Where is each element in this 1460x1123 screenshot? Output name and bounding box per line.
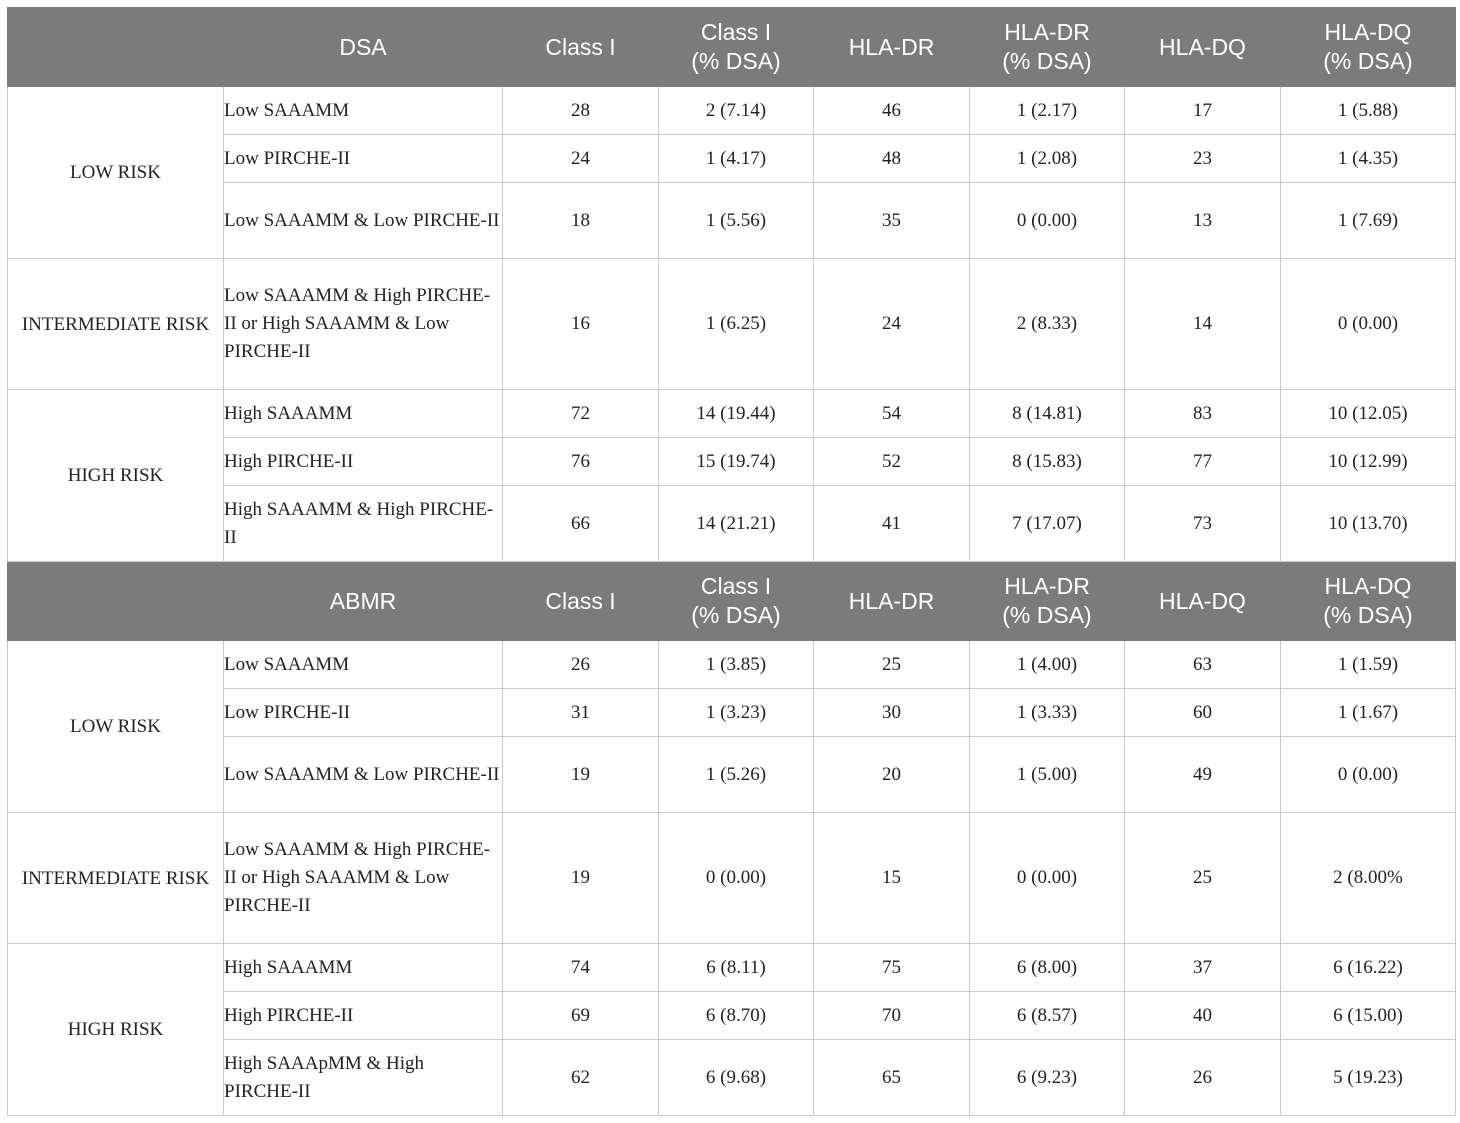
row-label: Low SAAAMM & Low PIRCHE-II <box>224 737 503 813</box>
column-header: HLA-DR (% DSA) <box>970 8 1125 87</box>
cell: 10 (13.70) <box>1281 486 1456 562</box>
cell: 26 <box>503 641 659 689</box>
cell: 76 <box>503 438 659 486</box>
cell: 70 <box>814 992 970 1040</box>
column-header: HLA-DR <box>814 8 970 87</box>
row-label: Low PIRCHE-II <box>224 135 503 183</box>
cell: 1 (4.35) <box>1281 135 1456 183</box>
cell: 6 (8.70) <box>659 992 814 1040</box>
row-label: High SAAAMM <box>224 944 503 992</box>
column-header: HLA-DQ <box>1125 562 1281 641</box>
cell: 6 (8.57) <box>970 992 1125 1040</box>
cell: 15 <box>814 813 970 944</box>
cell: 40 <box>1125 992 1281 1040</box>
cell: 77 <box>1125 438 1281 486</box>
cell: 20 <box>814 737 970 813</box>
risk-group-label: HIGH RISK <box>8 944 224 1116</box>
table-row <box>8 259 1456 390</box>
column-header: HLA-DQ <box>1125 8 1281 87</box>
cell: 52 <box>814 438 970 486</box>
cell: 14 <box>1125 259 1281 390</box>
row-label: Low SAAAMM & High PIRCHE-II or High SAAAMM & Low PIRCHE-II <box>224 813 503 944</box>
cell: 2 (7.14) <box>659 87 814 135</box>
cell: 75 <box>814 944 970 992</box>
section-title: DSA <box>224 8 503 87</box>
cell: 0 (0.00) <box>1281 737 1456 813</box>
cell: 0 (0.00) <box>1281 259 1456 390</box>
cell: 41 <box>814 486 970 562</box>
row-label: Low SAAAMM & Low PIRCHE-II <box>224 183 503 259</box>
cell: 65 <box>814 1040 970 1116</box>
cell: 73 <box>1125 486 1281 562</box>
table-row <box>8 438 1456 486</box>
risk-table <box>7 7 1456 1116</box>
cell: 10 (12.99) <box>1281 438 1456 486</box>
row-label: High SAAApMM & High PIRCHE-II <box>224 1040 503 1116</box>
cell: 69 <box>503 992 659 1040</box>
risk-group-label: LOW RISK <box>8 641 224 813</box>
cell: 35 <box>814 183 970 259</box>
column-header: Class I (% DSA) <box>659 562 814 641</box>
cell: 1 (5.26) <box>659 737 814 813</box>
cell: 62 <box>503 1040 659 1116</box>
cell: 54 <box>814 390 970 438</box>
cell: 74 <box>503 944 659 992</box>
cell: 0 (0.00) <box>970 813 1125 944</box>
cell: 26 <box>1125 1040 1281 1116</box>
cell: 37 <box>1125 944 1281 992</box>
cell: 31 <box>503 689 659 737</box>
table-row <box>8 737 1456 813</box>
cell: 25 <box>1125 813 1281 944</box>
cell: 1 (4.00) <box>970 641 1125 689</box>
cell: 1 (6.25) <box>659 259 814 390</box>
cell: 2 (8.33) <box>970 259 1125 390</box>
cell: 48 <box>814 135 970 183</box>
row-label: High SAAAMM <box>224 390 503 438</box>
cell: 25 <box>814 641 970 689</box>
cell: 23 <box>1125 135 1281 183</box>
cell: 17 <box>1125 87 1281 135</box>
cell: 1 (2.08) <box>970 135 1125 183</box>
cell: 0 (0.00) <box>659 813 814 944</box>
section-header-row <box>8 8 1456 87</box>
risk-group-label: HIGH RISK <box>8 390 224 562</box>
table-row <box>8 944 1456 992</box>
row-label: Low SAAAMM & High PIRCHE-II or High SAAAMM & Low PIRCHE-II <box>224 259 503 390</box>
cell: 6 (8.11) <box>659 944 814 992</box>
row-label: Low SAAAMM <box>224 641 503 689</box>
cell: 72 <box>503 390 659 438</box>
table-row <box>8 641 1456 689</box>
cell: 1 (5.56) <box>659 183 814 259</box>
cell: 6 (8.00) <box>970 944 1125 992</box>
cell: 1 (2.17) <box>970 87 1125 135</box>
table-row <box>8 1040 1456 1116</box>
column-header: HLA-DQ (% DSA) <box>1281 8 1456 87</box>
cell: 19 <box>503 737 659 813</box>
cell: 24 <box>814 259 970 390</box>
section-header-row <box>8 562 1456 641</box>
cell: 63 <box>1125 641 1281 689</box>
cell: 49 <box>1125 737 1281 813</box>
row-label: Low SAAAMM <box>224 87 503 135</box>
section-title: ABMR <box>224 562 503 641</box>
cell: 1 (7.69) <box>1281 183 1456 259</box>
cell: 1 (5.00) <box>970 737 1125 813</box>
cell: 6 (9.68) <box>659 1040 814 1116</box>
cell: 24 <box>503 135 659 183</box>
cell: 0 (0.00) <box>970 183 1125 259</box>
row-label: High PIRCHE-II <box>224 992 503 1040</box>
table-row <box>8 992 1456 1040</box>
cell: 8 (15.83) <box>970 438 1125 486</box>
cell: 6 (15.00) <box>1281 992 1456 1040</box>
cell: 1 (5.88) <box>1281 87 1456 135</box>
risk-group-label: INTERMEDIATE RISK <box>8 813 224 944</box>
cell: 1 (4.17) <box>659 135 814 183</box>
table-row <box>8 813 1456 944</box>
table-row <box>8 87 1456 135</box>
column-header: HLA-DR (% DSA) <box>970 562 1125 641</box>
cell: 1 (3.33) <box>970 689 1125 737</box>
cell: 2 (8.00% <box>1281 813 1456 944</box>
cell: 46 <box>814 87 970 135</box>
cell: 19 <box>503 813 659 944</box>
column-header: HLA-DQ (% DSA) <box>1281 562 1456 641</box>
header-blank-cell <box>8 8 224 87</box>
column-header: HLA-DR <box>814 562 970 641</box>
risk-group-label: LOW RISK <box>8 87 224 259</box>
cell: 10 (12.05) <box>1281 390 1456 438</box>
cell: 6 (9.23) <box>970 1040 1125 1116</box>
cell: 16 <box>503 259 659 390</box>
column-header: Class I (% DSA) <box>659 8 814 87</box>
cell: 8 (14.81) <box>970 390 1125 438</box>
risk-group-label: INTERMEDIATE RISK <box>8 259 224 390</box>
column-header: Class I <box>503 562 659 641</box>
row-label: High PIRCHE-II <box>224 438 503 486</box>
table-row <box>8 486 1456 562</box>
table-row <box>8 183 1456 259</box>
cell: 83 <box>1125 390 1281 438</box>
table-row <box>8 689 1456 737</box>
column-header: Class I <box>503 8 659 87</box>
cell: 60 <box>1125 689 1281 737</box>
header-blank-cell <box>8 562 224 641</box>
table-row <box>8 135 1456 183</box>
cell: 66 <box>503 486 659 562</box>
cell: 14 (21.21) <box>659 486 814 562</box>
cell: 13 <box>1125 183 1281 259</box>
cell: 18 <box>503 183 659 259</box>
row-label: High SAAAMM & High PIRCHE-II <box>224 486 503 562</box>
cell: 1 (1.67) <box>1281 689 1456 737</box>
cell: 7 (17.07) <box>970 486 1125 562</box>
table-row <box>8 390 1456 438</box>
cell: 15 (19.74) <box>659 438 814 486</box>
cell: 1 (3.85) <box>659 641 814 689</box>
cell: 28 <box>503 87 659 135</box>
cell: 1 (1.59) <box>1281 641 1456 689</box>
cell: 5 (19.23) <box>1281 1040 1456 1116</box>
cell: 30 <box>814 689 970 737</box>
cell: 6 (16.22) <box>1281 944 1456 992</box>
row-label: Low PIRCHE-II <box>224 689 503 737</box>
cell: 1 (3.23) <box>659 689 814 737</box>
cell: 14 (19.44) <box>659 390 814 438</box>
